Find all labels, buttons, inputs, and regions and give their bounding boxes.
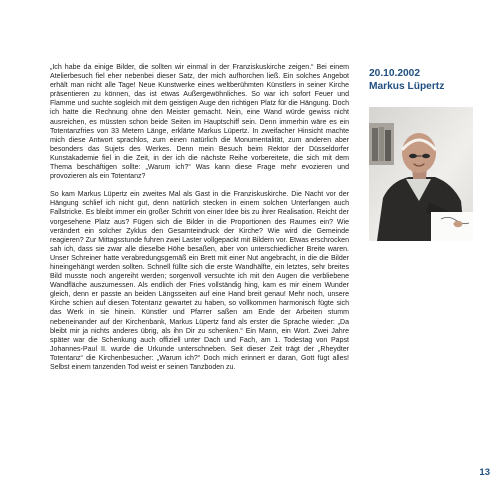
sidebar (369, 67, 473, 93)
event-date: 20.10.2002 (369, 68, 420, 79)
artist-name: Markus Lüpertz (369, 81, 445, 92)
artist-photo (369, 107, 473, 241)
page-number: 13 (479, 467, 490, 478)
paragraph-1: „Ich habe da einige Bilder, die sollten wir einmal in der Franziskuskirche zeigen.“ Bei einem Atelierbesuch fiel eher nebenbei dieser Satz, der mich aufhorchen ließ. Ein solches Angebot erhält man nicht alle Tage! Neue Kunstwerke eines weltberühmten Künstlers in seiner Kirche präsentieren zu können, das ist etwas Außergewöhnliches. So war ich sofort Feuer und Flamme und suchte sogleich mit dem geistigen Auge den richtigen Platz für die Hängung. Doch ich hatte die Rechnung ohne den Meister gemacht. Nein, eine Wand würde gewiss nicht ausreichen, es müssten schon beide Seiten im Hauptschiff sein. Denn immerhin wäre es ein Totentanzfries von 33 Metern Länge, erklärte Markus Lüpertz. In zweifacher Hinsicht machte mich diese Antwort sprachlos, zum einen natürlich die Monumentalität, zum anderen aber besonders das Sujets des Werkes. Denn mein Besuch beim Rektor der Düsseldorfer Kunstakademie fiel in die Zeit, in der ich die nächste Reihe vorbereitete, die sich mit dem Thema beschäftigen sollte: „Warum ich?“ Was kann diese Frage mehr evozieren und provozieren als ein Totentanz? (50, 64, 349, 181)
portrait-photo-icon (369, 107, 473, 241)
paragraph-2: So kam Markus Lüpertz ein zweites Mal als Gast in die Franziskuskirche. Die Nacht vor der Hängung schlief ich nicht gut, denn natürlich stecken in einem solchen Unterfangen auch Fallstricke. Es bleibt immer ein großer Schritt von einer Idee bis zu ihrer Realisation. Reicht der vorgesehene Platz aus? Fügen sich die Bilder in die Proportionen des Raumes ein? Wie verändert ein solcher Zyklus den Gesamteindruck der Kirche? Wie wird die Gemeinde reagieren? Zur Mittagsstunde fuhren zwei Laster vollgepackt mit Bildern vor. Etwas erschrocken sah ich, dass sie zwar alle dieselbe Höhe besaßen, aber von unterschiedlicher Breite waren. Unser Schreiner hatte verabredungsgemäß ein Brett mit einer Nut angebracht, in die die Bilder hineingehängt werden sollten. Schnell füllte sich die erste Wandhälfte, ein letztes, sehr breites Bild musste noch angereiht werden; sorgenvoll versuchte ich mit den Augen die verbliebene Wandfläche auszumessen. Als endlich der Fries vollständig hing, kam es mir einem Wunder gleich, denn er passte an beiden Längsseiten auf eine Hand breit genau! Mehr noch, unsere Kirche schien auf diesen Totentanz gewartet zu haben, so vollkommen harmonisch fügte sich das Werk in sie hinein. Künstler und Pfarrer saßen am Ende der Arbeiten stumm nebeneinander auf der Kirchenbank, Markus Lüpertz fand als erster die Sprache wieder: „Da bleibt mir ja nichts anderes übrig, als ihn Dir zu schenken.“ Ein Mann, ein Wort. Zwei Jahre später war die Schenkung auch offiziell unter Dach und Fach, am 1. Todestag von Papst Johannes-Paul II. wurde die Urkunde unterschneben. Seit dieser Zeit trägt der „Rheydter Totentanz“ die Kirchenbesucher: „Warum ich?“ Doch mich erinnert er daran, Gott fügt alles! Selbst einem tanzenden Tod weist er seinen Tanzboden zu. (50, 191, 349, 371)
article-body (50, 63, 349, 372)
